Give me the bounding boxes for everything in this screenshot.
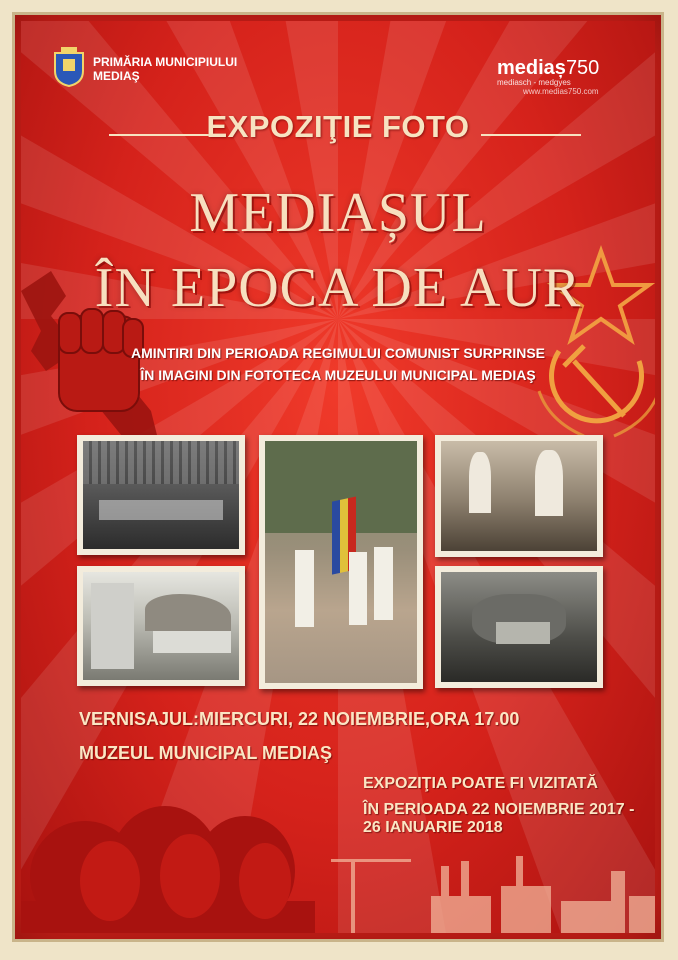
leaders-portrait-illustration [21,791,315,933]
visit-line2: ÎN PERIOADA 22 NOIEMBRIE 2017 - 26 IANUARIE 2018 [363,801,635,836]
poster-frame [12,12,664,942]
org-name-line2: MEDIAŞ [93,69,140,83]
photo-apartment-blocks [77,566,245,686]
main-title-line1: MEDIAȘUL [189,182,487,244]
subtitle-line2: ÎN IMAGINI DIN FOTOTECA MUZEULUI MUNICIPAL MEDIAŞ [140,367,536,383]
photo-parade [259,435,423,689]
brand-tagline: mediasch - medgyes [497,78,571,87]
org-name [93,55,237,83]
photo-workshop [435,566,603,688]
main-title-line2: ÎN EPOCA DE AUR [94,257,582,319]
brand-main: mediaș [497,57,566,79]
kicker-title: EXPOZIŢIE FOTO [206,109,470,144]
brand-number: 750 [565,57,600,79]
subtitle-line1: AMINTIRI DIN PERIOADA REGIMULUI COMUNIST SURPRINSE [130,345,546,361]
visit-line1: EXPOZIŢIA POATE FI VIZITATĂ [363,775,598,792]
venue-text: MUZEUL MUNICIPAL MEDIAŞ [79,743,333,763]
factory-skyline-illustration [311,841,655,933]
brand-logo [497,57,599,96]
org-name-line1: PRIMĂRIA MUNICIPIULUI [93,55,238,69]
photo-library [77,435,245,555]
photo-kitchen [435,435,603,557]
brand-url: www.medias750.com [523,87,599,96]
vernisaj-text: VERNISAJUL:MIERCURI, 22 NOIEMBRIE,ORA 17.00 [79,709,520,729]
poster-background [21,21,655,933]
coat-of-arms-icon [51,45,87,87]
